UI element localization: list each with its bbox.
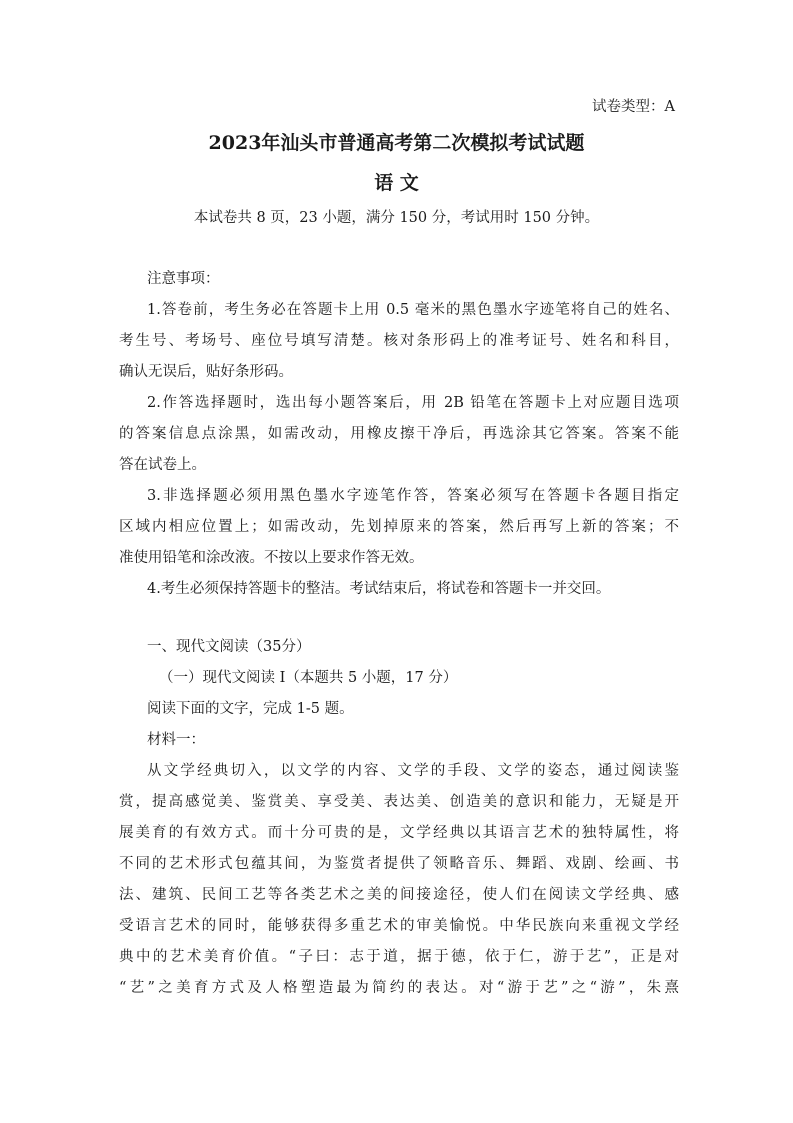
- passage-line: “艺”之美育方式及人格塑造最为简约的表达。对“游于艺”之“游”，朱熹: [119, 980, 679, 996]
- exam-title: 2023年汕头市普通高考第二次模拟考试试题: [208, 132, 585, 154]
- notice-line: 区域内相应位置上；如需改动，先划掉原来的答案，然后再写上新的答案；不: [119, 519, 679, 535]
- section-subheading: （一）现代文阅读 I（本题共 5 小题，17 分）: [159, 670, 458, 686]
- notice-line: 的答案信息点涂黑，如需改动，用橡皮擦干净后，再选涂其它答案。答案不能: [119, 426, 679, 442]
- passage-line: 不同的艺术形式包蕴其间，为鉴赏者提供了领略音乐、舞蹈、戏剧、绘画、书: [119, 856, 679, 872]
- passage-line: 赏，提高感觉美、鉴赏美、享受美、表达美、创造美的意识和能力，无疑是开: [119, 794, 679, 810]
- notice-item-3: [119, 481, 679, 574]
- exam-info: 本试卷共 8 页，23 小题，满分 150 分，考试用时 150 分钟。: [193, 210, 600, 226]
- passage-line: 受语言艺术的同时，能够获得多重艺术的审美愉悦。中华民族向来重视文学经: [119, 918, 679, 934]
- notice-line: 确认无误后，贴好条形码。: [119, 364, 293, 380]
- notice-heading: 注意事项：: [147, 271, 220, 287]
- notice-line: 准使用铅笔和涂改液。不按以上要求作答无效。: [119, 550, 424, 566]
- notice-line: 答在试卷上。: [119, 457, 206, 473]
- notice-line: 4.考生必须保持答题卡的整洁。考试结束后，将试卷和答题卡一并交回。: [147, 581, 611, 597]
- passage-line: 典中的艺术美育价值。“子曰：志于道，据于德，依于仁，游于艺”，正是对: [119, 949, 679, 965]
- material-label: 材料一：: [147, 732, 205, 748]
- notice-line: 考生号、考场号、座位号填写清楚。核对条形码上的准考证号、姓名和科目，: [119, 333, 679, 349]
- paper-type-label: 试卷类型：A: [592, 99, 675, 115]
- notice-section: [119, 264, 679, 605]
- notice-line: 1.答卷前，考生务必在答题卡上用 0.5 毫米的黑色墨水字迹笔将自己的姓名、: [147, 302, 679, 318]
- notice-item-4: [119, 574, 679, 605]
- notice-line: 2.作答选择题时，选出每小题答案后，用 2B 铅笔在答题卡上对应题目选项: [147, 395, 679, 411]
- section-heading: 一、现代文阅读（35分）: [147, 639, 311, 655]
- section-instruction: 阅读下面的文字，完成 1-5 题。: [147, 701, 354, 717]
- passage-line: 从文学经典切入，以文学的内容、文学的手段、文学的姿态，通过阅读鉴: [147, 763, 679, 779]
- subject-title: 语 文: [374, 172, 419, 194]
- notice-line: 3.非选择题必须用黑色墨水字迹笔作答，答案必须写在答题卡各题目指定: [147, 488, 679, 504]
- notice-item-2: [119, 388, 679, 481]
- reading-section: [119, 632, 679, 1004]
- passage: [119, 756, 679, 1004]
- notice-item-1: [119, 295, 679, 388]
- passage-line: 展美育的有效方式。而十分可贵的是，文学经典以其语言艺术的独特属性，将: [119, 825, 679, 841]
- passage-line: 法、建筑、民间工艺等各类艺术之美的间接途径，使人们在阅读文学经典、感: [119, 887, 679, 903]
